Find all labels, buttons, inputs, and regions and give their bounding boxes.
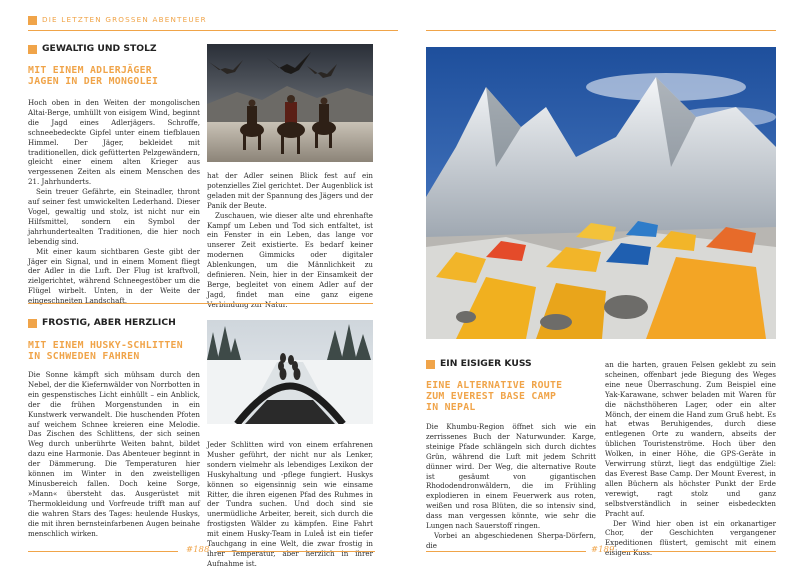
footer-line-right-2 (622, 551, 776, 552)
page-number-right: #189 (591, 545, 615, 555)
section-marker (28, 319, 37, 328)
eagle-hunter-photo (207, 44, 373, 162)
paragraph: Die Khumbu-Region öffnet sich wie ein zerrissenes Buch der Naturwunder. Karge, steinige Pfade schlängeln sich durch dichtes Grün, während die Luft mit jedem Schritt dünner wird. Der Weg, die alternative Route ist gesäumt von gigantischen Rhododendronwäldern, die im Frühling explodieren in einem Feuerwerk aus roten, weißen und rosa Blüten, die so intensiv sind, dass man vergessen könnte, wie sehr die Lungen nach Sauerstoff ringen. (426, 422, 596, 531)
article-column-mongolei-1 (28, 98, 200, 306)
everest-base-camp-photo (426, 47, 776, 339)
section-label-nepal (426, 358, 596, 372)
section-label-text: GEWALTIG UND STOLZ (42, 43, 157, 54)
headline-line: ZUM EVEREST BASE CAMP (426, 391, 557, 402)
headline-line: JAGEN IN DER MONGOLEI (28, 76, 159, 87)
footer-line-left-2 (217, 551, 375, 552)
footer-line-left (28, 551, 178, 552)
section-label-text: EIN EISIGER KUSS (440, 358, 532, 369)
paragraph: hat der Adler seinen Blick fest auf ein potenzielles Ziel gerichtet. Der Augenblick ist geladen mit der Spannung des Jägers und der Panik der Beute. (207, 171, 373, 210)
paragraph: Jeder Schlitten wird von einem erfahrenen Musher geführt, der nicht nur als Lenker, sondern vielmehr als lebendiges Lexikon der Huskyhaltung und -pflege fungiert. Huskys können so eigensinnig sein wie einsame Ritter, die ihren eigenen Pfad des Ruhmes in der Tundra suchen. Und doch sind sie unermüdliche Arbeiter, bereit, sich durch die frostigsten Wälder zu kämpfen. Eine Fahrt mit einem Husky-Team in Luleå ist ein tiefer Tauchgang in eine Welt, die zwar frostig in ihrer Temperatur, aber herzlich in ihrer Aufnahme ist. (207, 440, 373, 568)
headline-line: MIT EINEM ADLERJÄGER (28, 65, 152, 76)
paragraph: Die Sonne kämpft sich mühsam durch den Nebel, der die Kiefernwälder von Norrbotten in ein gespenstisches Licht einhüllt – ein Anblick, der die frühen Morgenstunden in ein Kunstwerk verwandelt. Die huschenden Pfoten auf weichem Schnee kreieren eine Melodie. Das Zischen des Schlittens, der sich seinen Weg durch unberührte Weiten bahnt, bildet dazu eine Harmonie. Das Abenteuer beginnt in der Dämmerung. Die Temperaturen hier können im Winter in den zweistelligen Minusbereich fallen. Doch keine Sorge, »Mann« übersteht das. Ausgerüstet mit Thermokleidung und Vorfreude trifft man auf die wahren Stars des Tages: heulende Huskys, die mit ihren bernsteinfarbenen Augen beinahe menschlich wirken. (28, 370, 200, 538)
article-column-nepal-2 (605, 360, 776, 558)
paragraph: Der Wind hier oben ist ein orkanartiger Chor, der Geschichten vergangener Expeditionen flüstert, gemischt mit einem eisigen Kuss. (605, 518, 776, 558)
article-column-nepal-1 (426, 422, 596, 550)
headline-line: EINE ALTERNATIVE ROUTE (426, 380, 563, 391)
section-marker (426, 360, 435, 369)
section-label-schweden (28, 317, 203, 331)
header-marker (28, 16, 37, 25)
article-column-schweden-1 (28, 370, 200, 538)
section-marker (28, 45, 37, 54)
running-title: DIE LETZTEN GROSSEN ABENTEUER (42, 15, 207, 24)
paragraph: Sein treuer Gefährte, ein Steinadler, thront auf seiner fest umwickelten Lederhand. Dieser Vogel, gewaltig und stolz, ist nicht nur ein Hilfsmittel, sondern ein Symbol der jahrhundertealten Traditionen, die hier noch lebendig sind. (28, 187, 200, 246)
headline-line: IN SCHWEDEN FAHREN (28, 351, 140, 362)
section-label-text: FROSTIG, ABER HERZLICH (42, 317, 176, 328)
section-divider (28, 303, 373, 304)
paragraph: Vorbei an abgeschiedenen Sherpa-Dörfern, die (426, 530, 596, 550)
paragraph: Mit einer kaum sichtbaren Geste gibt der Jäger ein Signal, und in einem Moment fliegt der Adler in die Luft. Der Flug ist kraftvoll, zielgerichtet, während Schneegestöber um die Flügel wirbelt. Unten, in der Weite der eingeschneiten Landschaft, (28, 246, 200, 306)
page-number-left: #188 (186, 545, 210, 555)
paragraph: an die harten, grauen Felsen geklebt zu sein scheinen, offenbart jede Biegung des Weges eine neue Überraschung. Zum Beispiel eine Yak-Karawane, schwer beladen mit Waren für die nächsthöheren Lager, oder ein alter Mönch, der einem die Hand zum Gruß hebt. Es hat etwas Beruhigendes, durch diese entlegenen Orte zu wandern, abseits der üblichen Touristenströme. Hoch über den Wolken, in einer Höhe, die GPS-Geräte in Verwirrung stürzt, liegt das endgültige Ziel: das Everest Base Camp. Der Mount Everest, in allen Büchern als höchster Punkt der Erde verewigt, ragt stolz und ganz selbstverständlich in seiner eisbedeckten Pracht auf. (605, 360, 776, 518)
running-header (28, 13, 398, 31)
article-column-mongolei-2 (207, 171, 373, 309)
headline-nepal (426, 380, 598, 413)
headline-schweden (28, 340, 206, 362)
husky-sled-photo (207, 320, 373, 424)
paragraph: Hoch oben in den Weiten der mongolischen Altai-Berge, umhüllt von eisigem Wind, beginnt die Jagd eines Adlerjägers. Schroffe, schneebedeckte Gipfel unter einem tiefblauen Himmel. Der Jäger, bekleidet mit traditionellen, dick gefütterten Pelzgewändern, gleicht einer einem alten Krieger aus vergessenen Zeiten als einem Menschen des 21. Jahrhunderts. (28, 98, 200, 187)
article-column-schweden-2 (207, 440, 373, 568)
headline-mongolei (28, 65, 203, 87)
footer-line-right (426, 551, 586, 552)
headline-line: IN NEPAL (426, 402, 476, 413)
section-label-mongolei (28, 43, 198, 57)
paragraph: Zuschauen, wie dieser alte und ehrenhafte Kampf um Leben und Tod sich entfaltet, ist ein Fenster in ein Leben, das lange vor unserer Zeit existierte. Es bedarf keiner modernen Gimmicks oder digitaler Ablenkungen, um die Männlichkeit zu definieren. Nein, hier in der Einsamkeit der Berge, begleitet von einem Adler auf der Jagd, findet man eine ganz eigene Verbindung zur Natur. (207, 210, 373, 309)
headline-line: MIT EINEM HUSKY-SCHLITTEN (28, 340, 183, 351)
running-header-right (426, 13, 776, 31)
